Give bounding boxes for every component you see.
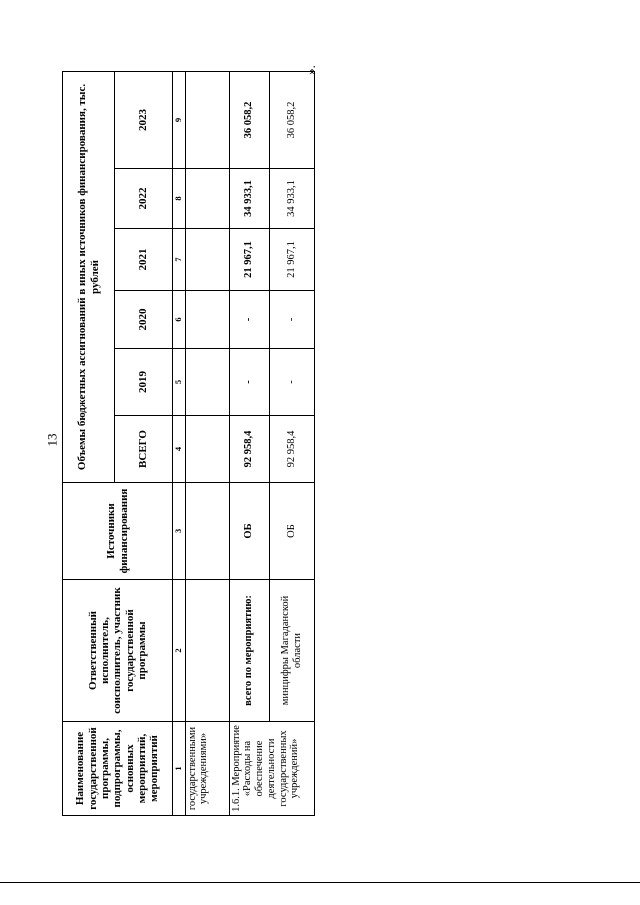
index-cell: 6 bbox=[173, 291, 186, 349]
index-cell: 4 bbox=[173, 416, 186, 483]
table-row bbox=[229, 71, 269, 815]
budget-table bbox=[62, 71, 315, 816]
header-year-2020: 2020 bbox=[115, 291, 173, 349]
index-cell: 3 bbox=[173, 483, 186, 580]
value-2022-cell: 34 933,1 bbox=[229, 169, 269, 229]
value-2019-cell: - bbox=[229, 349, 269, 416]
index-cell: 7 bbox=[173, 229, 186, 291]
header-total: ВСЕГО bbox=[115, 416, 173, 483]
budget-table-rotated bbox=[62, 72, 314, 816]
executor-cell: всего по мероприятию: bbox=[229, 580, 269, 722]
source-cell: ОБ bbox=[229, 483, 269, 580]
index-cell: 2 bbox=[173, 580, 186, 722]
value-2023-cell: 36 058,2 bbox=[229, 71, 269, 168]
header-year-2021: 2021 bbox=[115, 229, 173, 291]
total-cell: 92 958,4 bbox=[229, 416, 269, 483]
value-2021-cell: 21 967,1 bbox=[269, 229, 314, 291]
header-volumes: Объемы бюджетных ассигнований в иных источников финансирования, тыс. рублей bbox=[63, 71, 115, 482]
header-sources: Источники финансирования bbox=[63, 483, 173, 580]
value-2020-cell: - bbox=[229, 291, 269, 349]
value-2019-cell: - bbox=[269, 349, 314, 416]
header-year-2019: 2019 bbox=[115, 349, 173, 416]
measure-name-cell: 1.6.1. Мероприятие «Расходы на обеспечение деятельности государственных учреждений» bbox=[229, 722, 314, 816]
value-2022-cell: 34 933,1 bbox=[269, 169, 314, 229]
value-2020-cell: - bbox=[269, 291, 314, 349]
continued-name-cell: государственными учреждениями» bbox=[185, 722, 229, 816]
index-cell: 5 bbox=[173, 349, 186, 416]
header-year-2023: 2023 bbox=[115, 71, 173, 168]
header-name: Наименование государственной программы, подпрограммы, основных мероприятий, мероприятий bbox=[63, 722, 173, 816]
index-cell: 1 bbox=[173, 722, 186, 816]
total-cell: 92 958,4 bbox=[269, 416, 314, 483]
header-executor: Ответственный исполнитель, соисполнитель, участник государственной программы bbox=[63, 580, 173, 722]
index-cell: 8 bbox=[173, 169, 186, 229]
footer-rule bbox=[0, 882, 640, 883]
source-cell: ОБ bbox=[269, 483, 314, 580]
value-2021-cell: 21 967,1 bbox=[229, 229, 269, 291]
table-row bbox=[269, 71, 314, 815]
value-2023-cell: 36 058,2 bbox=[269, 71, 314, 168]
table-row bbox=[185, 71, 229, 815]
executor-cell: минцифры Магаданской области bbox=[269, 580, 314, 722]
index-cell: 9 bbox=[173, 71, 186, 168]
header-year-2022: 2022 bbox=[115, 169, 173, 229]
page-number: 13 bbox=[44, 433, 60, 447]
closing-quote-mark: ». bbox=[302, 65, 318, 75]
